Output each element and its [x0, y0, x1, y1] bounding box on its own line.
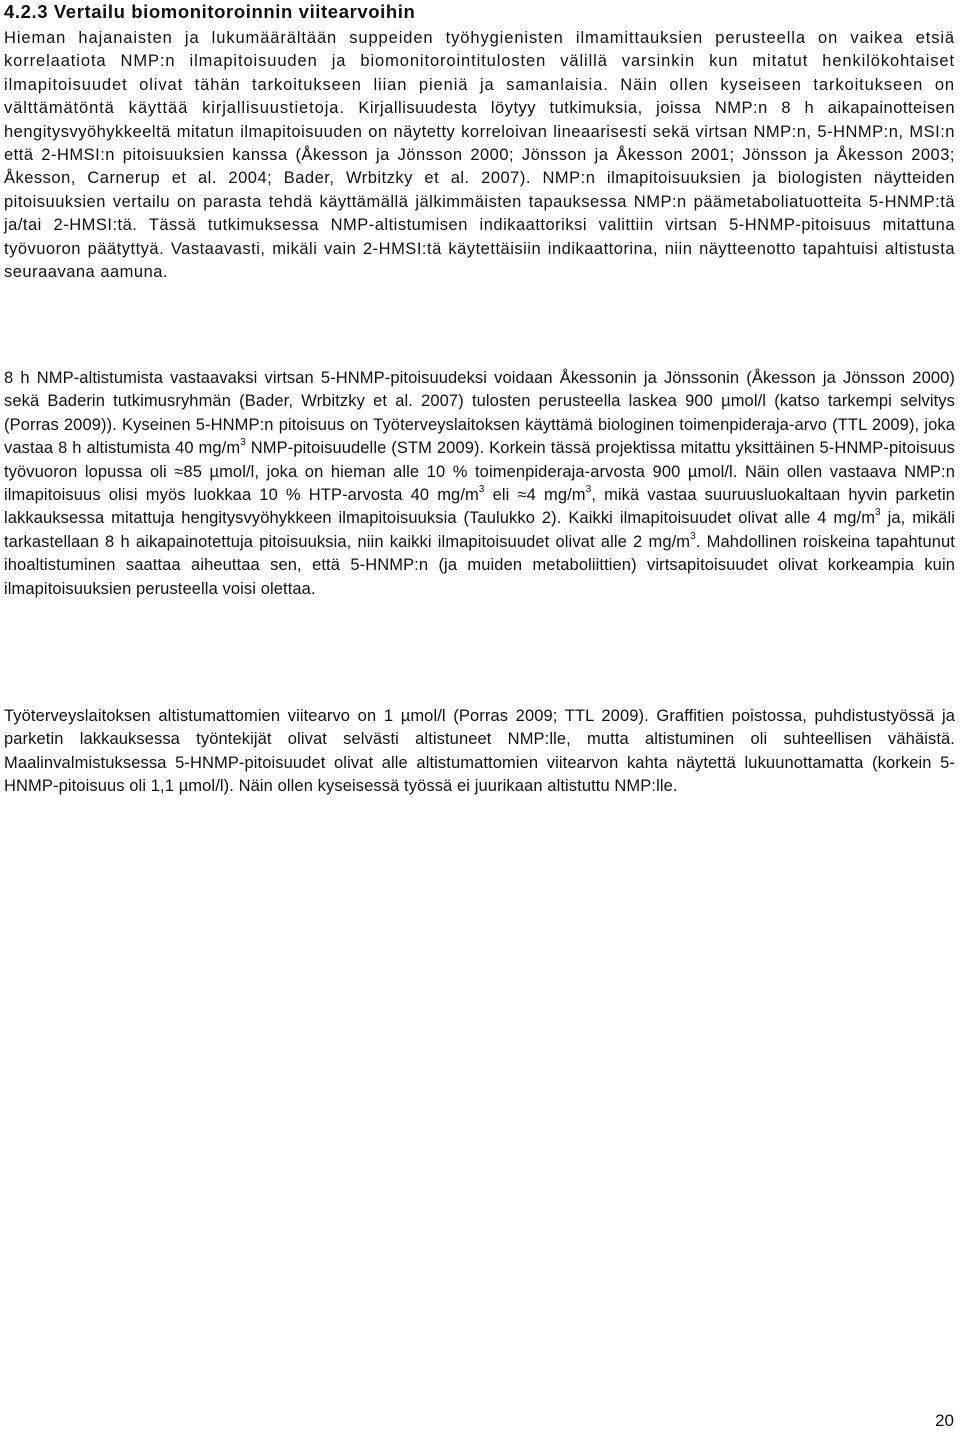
- paragraph-unexposed-reference: Työterveyslaitoksen altistumattomien viitearvo on 1 µmol/l (Porras 2009; TTL 2009). Graffitien poistossa, puhdistustyössä ja parketin lakkauksessa työntekijät olivat selvästi altistuneet NMP:lle, mutta altistuminen oli suhteellisen vähäistä. Maalinvalmistuksessa 5-HNMP-pitoisuudet olivat alle altistumattomien viitearvon kahta näytettä lukuunottamatta (korkein 5-HNMP-pitoisuus oli 1,1 µmol/l). Näin ollen kyseisessä työssä ei juurikaan altistuttu NMP:lle.: [4, 707, 955, 796]
- superscript-exponent: 3: [240, 437, 246, 449]
- paragraph-text-part: NMP-pitoisuudelle (STM 2009). Korkein tässä projektissa mitattu yksittäinen 5-HNMP-pitoisuus työvuoron lopussa oli ≈85 µmol/l, joka on hieman alle 10 % toimenpideraja-arvosta 900 µmol/l. Näin ollen vastaava NMP:n ilmapitoisuus olisi myös luokkaa 10 % HTP-arvosta 40 mg/m: [4, 439, 955, 505]
- paragraph-reference-values: [4, 367, 955, 601]
- superscript-exponent: 3: [690, 530, 696, 542]
- paragraph-text-part: 8 h NMP-altistumista vastaavaksi virtsan 5-HNMP-pitoisuudeksi voidaan Åkessonin ja Jönssonin (Åkesson ja Jönsson 2000) sekä Baderin tutkimusryhmän (Bader, Wrbitzky et al. 2007) tulosten perusteella laskea 900 µmol/l (katso tarkempi selvitys (Porras 2009)). Kyseinen 5-HNMP:n pitoisuus on Työterveyslaitoksen käyttämä biologinen toimenpideraja-arvo (TTL 2009), joka vastaa 8 h altistumista 40 mg/m: [4, 369, 955, 458]
- section-heading: 4.2.3 Vertailu biomonitoroinnin viitearvoihin: [4, 1, 416, 22]
- page-number: 20: [935, 1411, 954, 1430]
- document-page: [4, 0, 955, 796]
- paragraph-text-part: Kirjallisuudesta löytyy tutkimuksia, joissa NMP:n 8 h aikapainotteisen hengitysvyöhykkeeltä mitatun ilmapitoisuuden on näytetty korreloivan lineaarisesti sekä virtsan NMP:n, 5-HNMP:n, MSI:n että 2-HMSI:n pitoisuuksien kanssa (Åkesson ja Jönsson 2000; Jönsson ja Åkesson 2001; Jönsson ja Åkesson 2003; Åkesson, Carnerup et al. 2004; Bader, Wrbitzky et al. 2007). NMP:n ilmapitoisuuksien ja biologisten näytteiden pitoisuuksien vertailu on parasta tehdä käyttämällä jälkimmäisten tapauksessa NMP:n päämetaboliatuotteita 5-HNMP:tä ja/tai 2-HMSI:tä. Tässä tutkimuksessa NMP-altistumisen indikaattoriksi valittiin virtsan 5-HNMP-pitoisuus mitattuna työvuoron päätyttyä. Vastaavasti, mikäli vain 2-HMSI:tä käytettäisiin indikaattorina, niin näytteenotto tapahtuisi altistusta seuraavana aamuna.: [4, 99, 955, 282]
- superscript-exponent: 3: [478, 484, 485, 496]
- paragraph-biomonitoring-correlation: [4, 27, 955, 284]
- paragraph-text-part: , mikä vastaa suuruusluokaltaan hyvin parketin lakkauksessa mitattuja hengitysvyöhykkeen ilmapitoisuuksia (Taulukko 2). Kaikki ilmapitoisuudet olivat alle 4 mg/m: [4, 486, 955, 528]
- paragraph-text-part: eli ≈4 mg/m: [484, 486, 586, 505]
- paragraph-text-part: Hieman hajanaisten ja lukumäärältään suppeiden työhygienisten ilmamittauksien perusteella on vaikea etsiä korrelaatiota NMP:n ilmapitoisuuden ja biomonitorointitulosten välillä varsinkin kun mitatut henkilökohtaiset ilmapitoisuudet olivat tähän tarkoitukseen liian pieniä ja samanlaisia. Näin ollen kyseiseen tarkoitukseen on välttämätöntä käyttää kirjallisuustietoja.: [4, 29, 955, 118]
- paragraph-text-part: . Mahdollinen roiskeina tapahtunut ihoaltistuminen saattaa aiheuttaa sen, että 5-HNMP:n (ja muiden metaboliittien) virtsapitoisuudet olivat korkeampia kuin ilmapitoisuuksien perusteella voisi olettaa.: [4, 532, 955, 598]
- superscript-exponent: 3: [875, 507, 881, 519]
- superscript-exponent: 3: [585, 484, 592, 496]
- paragraph-text-part: ja, mikäli tarkastellaan 8 h aikapainotettuja pitoisuuksia, niin kaikki ilmapitoisuudet olivat alle 2 mg/m: [4, 509, 955, 551]
